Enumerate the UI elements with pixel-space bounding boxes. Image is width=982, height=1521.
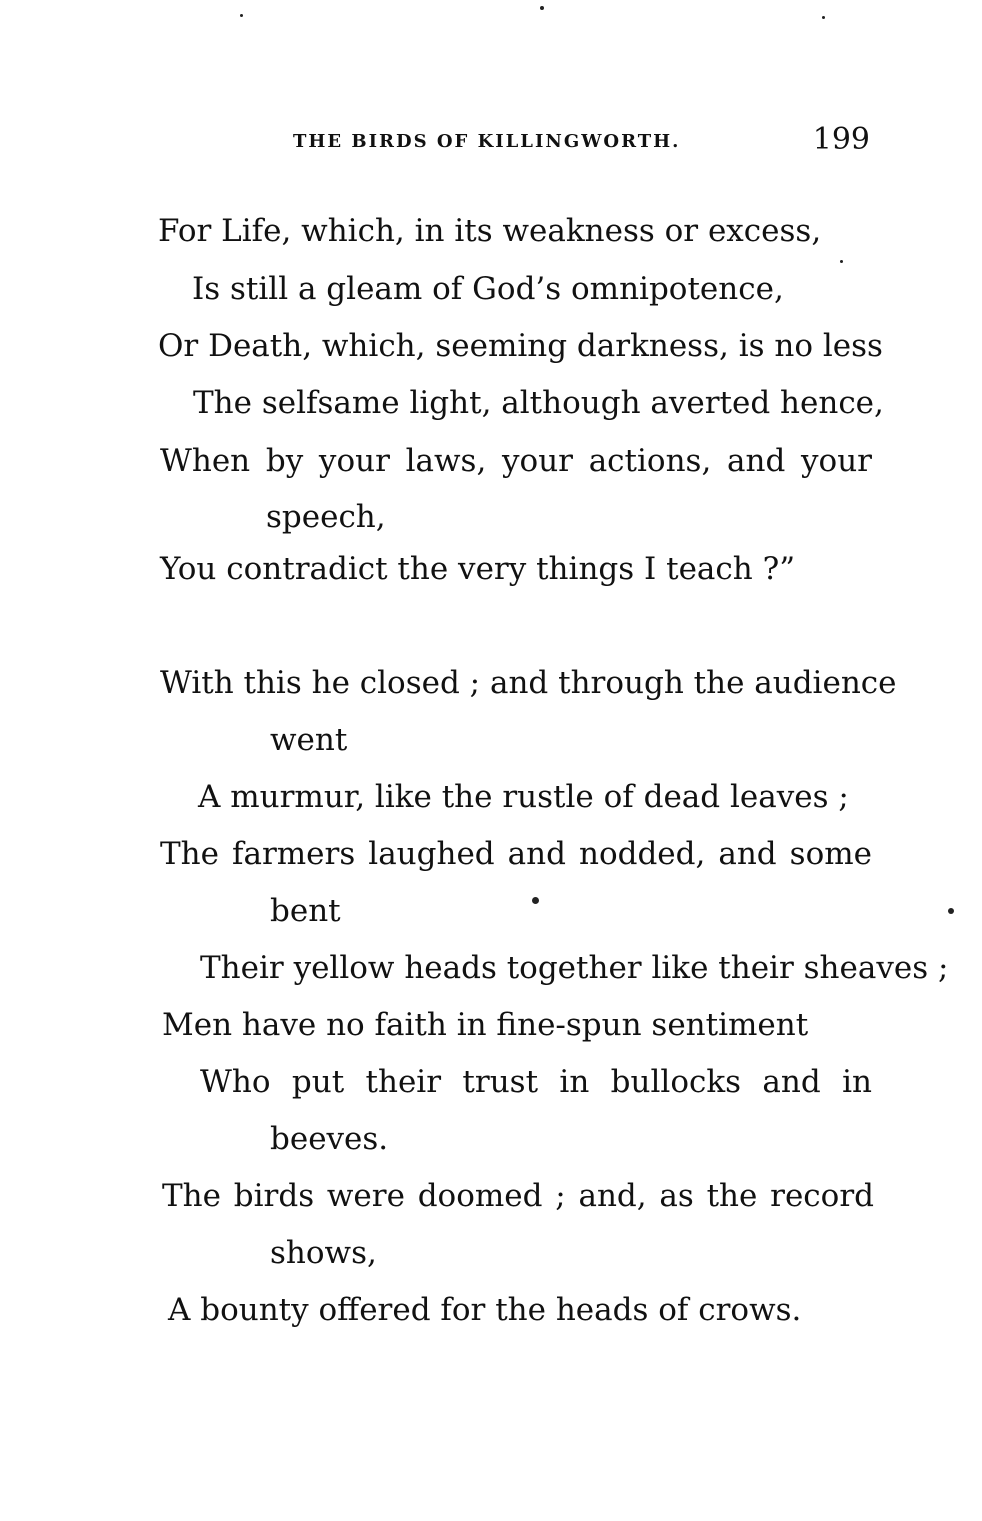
print-speck: [948, 908, 954, 914]
verse-line: The birds were doomed ; and, as the record: [162, 1178, 874, 1214]
verse-line: When by your laws, your actions, and your: [160, 443, 872, 479]
verse-line: Who put their trust in bullocks and in: [200, 1064, 872, 1100]
verse-line-continuation: speech,: [266, 499, 386, 535]
verse-line: A murmur, like the rustle of dead leaves ;: [198, 779, 849, 815]
verse-line: The farmers laughed and nodded, and some: [160, 836, 872, 872]
verse-line-continuation: bent: [270, 893, 341, 929]
verse-line: Men have no faith in fine-spun sentiment: [162, 1007, 809, 1043]
verse-line: Their yellow heads together like their sheaves ;: [200, 950, 949, 986]
verse-line: Or Death, which, seeming darkness, is no less: [158, 328, 883, 364]
print-speck: [822, 16, 825, 19]
verse-line: A bounty offered for the heads of crows.: [168, 1292, 802, 1328]
verse-line: You contradict the very things I teach ?”: [160, 551, 796, 587]
print-speck: [240, 14, 243, 17]
page-number: 199: [812, 122, 870, 157]
verse-line-continuation: shows,: [270, 1235, 377, 1271]
verse-line-continuation: beeves.: [270, 1121, 389, 1157]
verse-line-continuation: went: [270, 722, 348, 758]
print-speck: [840, 260, 843, 263]
verse-line: For Life, which, in its weakness or excess,: [158, 213, 822, 249]
print-speck: [540, 6, 544, 10]
verse-line: The selfsame light, although averted hence,: [193, 385, 884, 421]
running-title: THE BIRDS OF KILLINGWORTH.: [293, 131, 681, 152]
verse-line: With this he closed ; and through the audience: [160, 665, 897, 701]
verse-line: Is still a gleam of God’s omnipotence,: [192, 271, 784, 307]
running-head: [158, 122, 870, 158]
print-speck: [532, 897, 539, 904]
